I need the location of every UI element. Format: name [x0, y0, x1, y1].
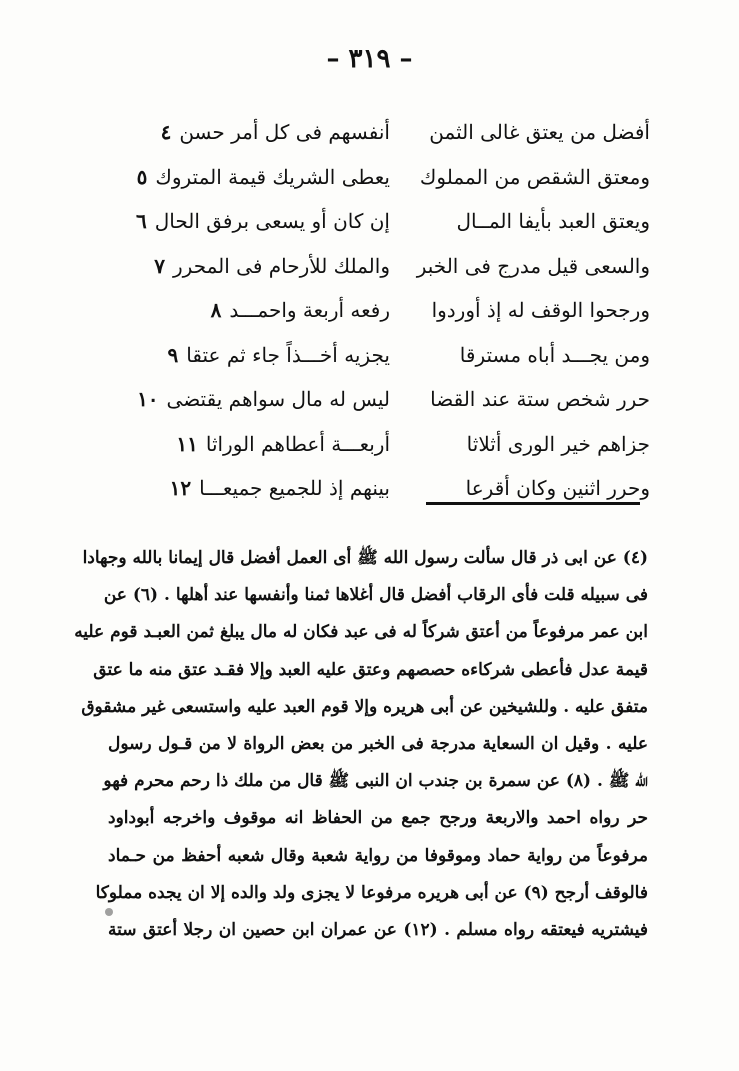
poem-line — [130, 288, 650, 333]
poem-line — [130, 377, 650, 422]
poem-second-hemistich — [130, 253, 400, 278]
poem-first-hemistich: والسعى قيل مدرج فى الخبر — [416, 253, 650, 278]
poem-second-hemistich — [130, 476, 400, 501]
footnotes-block — [74, 540, 648, 949]
poem-second-hemistich — [130, 120, 400, 145]
verse-number: ٤ — [160, 120, 172, 145]
verse-number: ١١ — [176, 431, 198, 456]
poem-second-hemistich — [130, 342, 400, 367]
poem-second-hemistich-text: أنفسهم فى كل أمر حسن — [179, 120, 390, 145]
poem-second-hemistich — [130, 431, 400, 456]
footnote-line: قيمة عدل فأعطى شركاءه حصصهم وعتق عليه العبد وإلا فقـد عتق منه ما عتق — [93, 659, 648, 680]
poem-first-hemistich: حرر شخص ستة عند القضا — [430, 387, 650, 412]
verse-number: ١٢ — [169, 476, 192, 501]
poem-second-hemistich-text: يعطى الشريك قيمة المتروك — [155, 164, 390, 189]
poem-line — [130, 422, 650, 467]
footnote-line: فى سبيله قلت فأى الرقاب أفضل قال أغلاها ثمنا وأنفسها عند أهلها . (٦) عن — [103, 585, 648, 606]
verse-number: ٥ — [136, 164, 148, 189]
poem-second-hemistich — [130, 298, 400, 323]
footnote-line: فيشتريه فيعتقه رواه مسلم . (١٢) عن عمران ابن حصين ان رجلا أعتق ستة — [108, 919, 648, 940]
poem-second-hemistich-text: رفعه أربعة واحمـــد — [229, 298, 390, 323]
footnote-line: عليه . وقيل ان السعاية مدرجة فى الخبر من بعض الرواة لا من قـول رسول — [108, 733, 648, 754]
poem-second-hemistich-text: ليس له مال سواهم يقتضى — [166, 387, 390, 412]
poem-line — [130, 155, 650, 200]
footnote-line: متفق عليه . وللشيخين عن أبى هريره وإلا قوم العبد عليه واستسعى غير مشقوق — [81, 696, 648, 717]
poem-line — [130, 110, 650, 155]
poem-first-hemistich: ويعتق العبد بأيفا المــال — [456, 209, 650, 234]
poem-second-hemistich — [130, 209, 400, 234]
poem-first-hemistich: أفضل من يعتق غالى الثمن — [429, 120, 650, 145]
poem-second-hemistich — [130, 387, 400, 412]
footnote-line: حر رواه احمد والاربعة ورجح جمع من الحفاظ انه موقوف واخرجه أبوداود — [108, 808, 648, 829]
footnote-line: ابن عمر مرفوعاً من أعتق شركاً له فى عبد فكان له مال يبلغ ثمن العبـد قوم عليه — [74, 622, 648, 643]
page-number: – ٣١٩ – — [326, 44, 413, 74]
poem-second-hemistich — [130, 164, 400, 189]
poem-first-hemistich: وحرر اثنين وكان أقرعا — [465, 476, 650, 501]
footnote-line: فالوقف أرجح (٩) عن أبى هريره مرفوعا لا يجزى ولد والده إلا ان يجده مملوكا — [95, 882, 648, 903]
poem-second-hemistich-text: يجزيه أخـــذاً جاء ثم عتقا — [186, 342, 390, 367]
verse-number: ٦ — [135, 209, 147, 234]
poem-first-hemistich: ومن يجـــد أباه مسترقا — [459, 342, 650, 367]
poem-line — [130, 244, 650, 289]
poem-second-hemistich-text: والملك للأرحام فى المحرر — [173, 253, 390, 278]
section-divider — [426, 502, 640, 505]
poem-line — [130, 199, 650, 244]
poem-line — [130, 333, 650, 378]
footnote-line: (٤) عن ابى ذر قال سألت رسول الله ﷺ أى العمل أفضل قال إيمانا بالله وجهادا — [82, 548, 648, 568]
ink-smudge — [105, 908, 113, 916]
poem-first-hemistich: جزاهم خير الورى أثلاثا — [466, 431, 650, 456]
poem-second-hemistich-text: أربعـــة أعطاهم الوراثا — [205, 431, 390, 456]
footnote-line: الله ﷺ . (٨) عن سمرة بن جندب ان النبى ﷺ قال من ملك ذا رحم محرم فهو — [103, 771, 648, 792]
poem-second-hemistich-text: إن كان أو يسعى برفق الحال — [154, 209, 390, 234]
footnote-line: مرفوعاً من رواية حماد وموقوفا من رواية شعبة وقال شعبه أحفظ من حـماد — [108, 845, 648, 866]
poem-second-hemistich-text: بينهم إذ للجميع جميعـــا — [199, 476, 390, 501]
poem-block — [130, 110, 650, 511]
verse-number: ١٠ — [137, 387, 159, 412]
poem-first-hemistich: ومعتق الشقص من المملوك — [419, 164, 650, 189]
verse-number: ٨ — [210, 298, 222, 323]
verse-number: ٧ — [154, 253, 165, 278]
poem-first-hemistich: ورجحوا الوقف له إذ أوردوا — [431, 298, 650, 323]
verse-number: ٩ — [167, 342, 179, 367]
